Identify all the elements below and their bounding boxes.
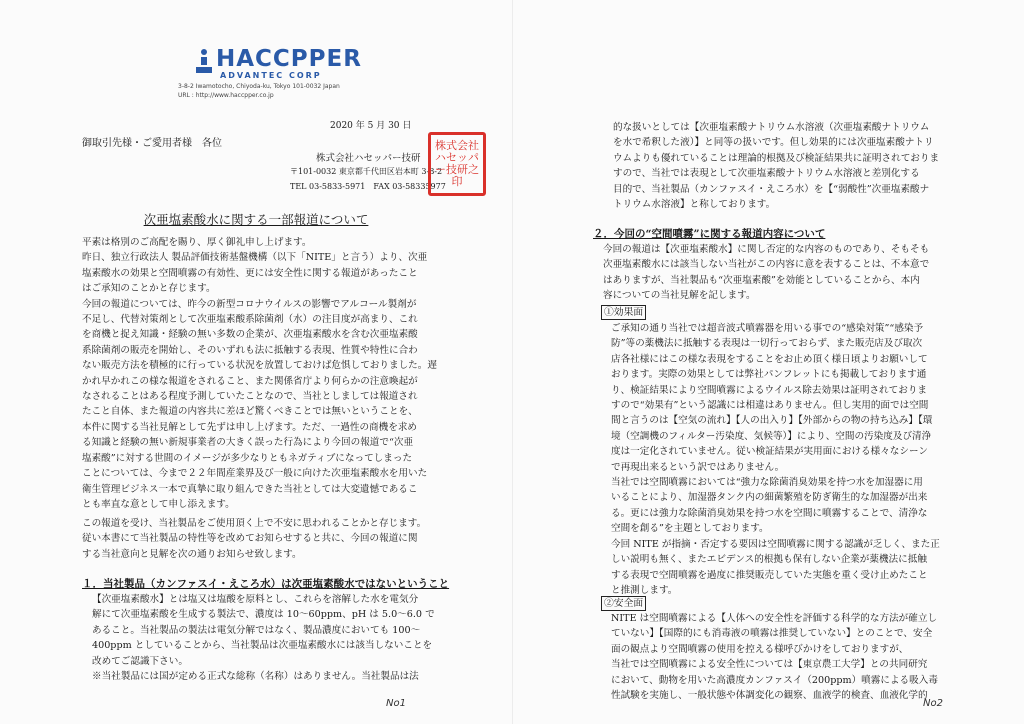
text-line: 当社では空間噴霧においては“強力な除菌消臭効果を持つ水を加湿器に用 — [611, 477, 923, 489]
text-line: 防”等の薬機法に抵触する表現は一切行っておらず、また販売店及び取次 — [611, 338, 923, 350]
section1-body — [92, 592, 435, 684]
text-line: この報道を受け、当社製品をご使用頂く上で不安に思われることかと存じます。 — [82, 518, 427, 529]
text-line: を水で希釈した液）】と同等の扱いです。但し効果的には次亜塩素酸ナトリ — [613, 137, 934, 149]
letter-date: 2020 年 5 月 30 日 — [330, 121, 412, 131]
text-line: 今回 NITE が指摘・否定する要因は空間噴霧に関する認識が乏しく、また正 — [611, 538, 940, 550]
text-line: ことについては、今まで２２年間産業界及び一般に向けた次亜塩素酸水を用いた — [82, 468, 428, 480]
text-line: ウムよりも優れていることは理論的根拠及び検証結果共に証明されておりま — [613, 152, 940, 164]
text-line: 容についての当社見解を記します。 — [603, 290, 756, 302]
text-line: 次亜塩素酸水には該当しない当社がこの内容に意を表することは、不本意で — [603, 259, 930, 271]
text-line: 間と言うのは【空気の流れ】【人の出入り】【外部からの物の持ち込み】【環 — [611, 415, 933, 427]
text-line: ない販売方法を積極的に行っている状況を放置しておけば危惧しておりました。遅 — [82, 360, 437, 372]
text-line: いることにより、加湿器タンク内の細菌繁殖を防ぎ衛生的な加湿器が出来 — [611, 492, 928, 504]
text-line: 従い本書にて当社製品の特性等を改めてお知らせすると共に、今回の報道に関 — [82, 533, 418, 545]
text-line: すので、当社では表現として次亜塩素酸ナトリウム水溶液と差別化する — [613, 168, 920, 180]
section1-heading: １．当社製品（カンファスイ・えころ水）は次亜塩素酸水ではないということ — [82, 578, 450, 590]
text-line: 店各社様にはこの様な表現をすることをお止め頂く様日頃よりお願いして — [611, 353, 928, 365]
text-line: なされることはある程度予測していたことなので、当社としましては報道され — [82, 391, 418, 403]
sender-company: 株式会社ハセッパー技研 — [316, 153, 421, 164]
text-line: る知識と経験の無い新規事業者の大きく誤った行為により今回の報道で“次亜 — [82, 437, 414, 449]
text-line: 【次亜塩素酸水】とは塩又は塩酸を原料とし、これらを溶解した水を電気分 — [92, 594, 419, 605]
text-line: 度は一定化されていません。従い検証結果が実用面における様々なシーン — [611, 446, 928, 458]
text-line: たこと自体、また報道の内容共に差ほど驚くべきことでは無いということを、 — [82, 406, 418, 418]
continued-paragraph — [613, 120, 939, 212]
text-line: 昨日、独立行政法人 製品評価技術基盤機構（以下「NITE」と言う）より、次亜 — [82, 252, 428, 264]
text-line: 空間を創る”を主題としております。 — [611, 523, 769, 535]
text-line: はありますが、当社製品も“次亜塩素酸”を効能としていることから、本内 — [603, 274, 920, 286]
logo-mark-icon — [196, 48, 212, 74]
text-line: り、検証結果により空間噴霧によるウイルス除去効果は証明されておりま — [611, 384, 928, 396]
after-paragraph — [82, 516, 426, 562]
text-line: る。更には強力な除菌消臭効果を持つ水を空間に噴霧することで、清浄な — [611, 507, 928, 519]
text-line: 平素は格別のご高配を賜り、厚く御礼申し上げます。 — [82, 237, 312, 248]
text-line: において、動物を用いた高濃度カンファスイ（200ppm）噴霧による吸入毒 — [611, 674, 938, 686]
text-line: 衛生管理ビジネス一本で真摯に取り組んできた当社としては大変遺憾であるこ — [82, 483, 418, 495]
text-line: 本件に関する当社見解として先ずは申し上げます。ただ、一過性の商機を求め — [82, 421, 418, 433]
text-line: はご承知のことかと存じます。 — [82, 283, 216, 295]
effect-body — [611, 321, 940, 598]
intro-paragraph — [82, 235, 437, 512]
text-line: ていない】【国際的にも消毒液の噴霧は推奨していない】とのことで、安全 — [611, 628, 933, 640]
text-line: トリウム水溶液】と称しております。 — [613, 199, 776, 211]
page-number-left: No1 — [386, 698, 406, 709]
text-line: NITE は空間噴霧による【人体への安全性を評価する科学的な方法が確立し — [611, 613, 938, 624]
text-line: する当社意向と見解を次の通りお知らせ致します。 — [82, 548, 302, 560]
text-line: 今回の報道については、昨今の新型コロナウイルスの影響でアルコール製剤が — [82, 298, 417, 310]
letterhead-address — [178, 82, 340, 100]
right-page — [512, 0, 1024, 724]
text-line: 今回の報道は【次亜塩素酸水】に関し否定的な内容のものであり、そもそも — [603, 244, 930, 255]
text-line: とも率直な意として申し添えます。 — [82, 498, 235, 510]
text-line: 改めてご認識下さい。 — [92, 655, 188, 667]
text-line: で再現出来るという訳ではありません。 — [611, 461, 785, 473]
text-line: すので“効果有”という認識には相違はありません。但し実用的面では空間 — [611, 400, 929, 412]
document-title: 次亜塩素酸水に関する一部報道について — [143, 212, 369, 227]
text-line: 面の観点より空間噴霧の使用を控える様呼びかけをしておりますが、 — [611, 643, 909, 655]
text-line: 目的で、当社製品（カンファスイ・えころ水）を【“弱酸性”次亜塩素酸ナ — [613, 183, 930, 195]
url-line: URL : http://www.haccpper.co.jp — [178, 92, 274, 99]
text-line: あること。当社製品の製法は電気分解ではなく、製品濃度においても 100〜 — [92, 624, 421, 636]
logo-company-name: HACCPPER — [216, 46, 362, 72]
recipients: 御取引先様・ご愛用者様 各位 — [82, 138, 222, 149]
text-line: おります。実際の効果としては弊社パンフレットにも掲載しております通 — [611, 369, 927, 381]
section2-heading: ２．今回の“空間噴霧”に関する報道内容について — [593, 228, 826, 240]
text-line: と推測します。 — [611, 584, 678, 596]
text-line: 不足し、代替対策剤として次亜塩素酸系除菌剤（水）の注目度が高まり、これ — [82, 314, 418, 326]
safety-label: ②安全面 — [601, 596, 646, 611]
text-line: 塩素酸水の効果と空間噴霧の有効性、更には安全性に関する報道があったこと — [82, 267, 418, 279]
text-line: 400ppm としていることから、当社製品は次亜塩素酸水には該当しないことを — [92, 640, 433, 652]
company-seal: 株式会社ハセッパー技研之印 — [428, 132, 486, 196]
text-line: ※当社製品には国が定める正式な総称（名称）はありません。当社製品は法 — [92, 671, 419, 683]
text-line: かれ早かれこの様な報道をされること、また関係省庁より何らかの注意喚起が — [82, 375, 418, 387]
effect-label: ①効果面 — [601, 305, 646, 320]
page-number-right: No2 — [923, 698, 943, 709]
safety-body — [611, 611, 938, 703]
address-line: 3-8-2 Iwamotocho, Chiyoda-ku, Tokyo 101-0032 Japan — [178, 83, 340, 90]
sender-tel: TEL 03-5833-5971 FAX 03-58335977 — [290, 182, 446, 191]
text-line: 的な扱いとしては【次亜塩素酸ナトリウム水溶液（次亜塩素酸ナトリウム — [613, 122, 930, 133]
sender-postal: 〒101-0032 東京都千代田区岩本町 3-8-2 — [290, 167, 443, 176]
text-line: 塩素酸”に対する世間のイメージが多少なりともネガティブになってしまった — [82, 452, 413, 464]
text-line: 境（空調機のフィルター汚染度、気候等）】により、空間の汚染度及び清浄 — [611, 430, 932, 442]
text-line: 性試験を実施し、一般状態や体調変化の観察、血液学的検査、血液化学的 — [611, 690, 928, 702]
logo-tagline: ADVANTEC CORP — [220, 71, 322, 80]
text-line: 系除菌剤の販売を開始し、そのいずれも法に抵触する表現、性質や特性に合わ — [82, 344, 418, 356]
text-line: する表現で空間噴霧を過度に推奨販売していた実態を重く受け止めたこと — [611, 569, 928, 581]
text-line: 解にて次亜塩素酸を生成する製法で、濃度は 10〜60ppm、pH は 5.0〜6.0 で — [92, 609, 435, 621]
text-line: しい説明も無く、またエビデンス的根拠も保有しない企業が薬機法に抵触 — [611, 554, 927, 566]
text-line: を商機と捉え知識・経験の無い多数の企業が、次亜塩素酸水を含む次亜塩素酸 — [82, 329, 418, 341]
text-line: ご承知の通り当社では超音波式噴霧器を用いる事での“感染対策”“感染予 — [611, 323, 924, 334]
text-line: 当社では空間噴霧による安全性については【東京農工大学】との共同研究 — [611, 659, 928, 671]
section2-body — [603, 242, 929, 304]
